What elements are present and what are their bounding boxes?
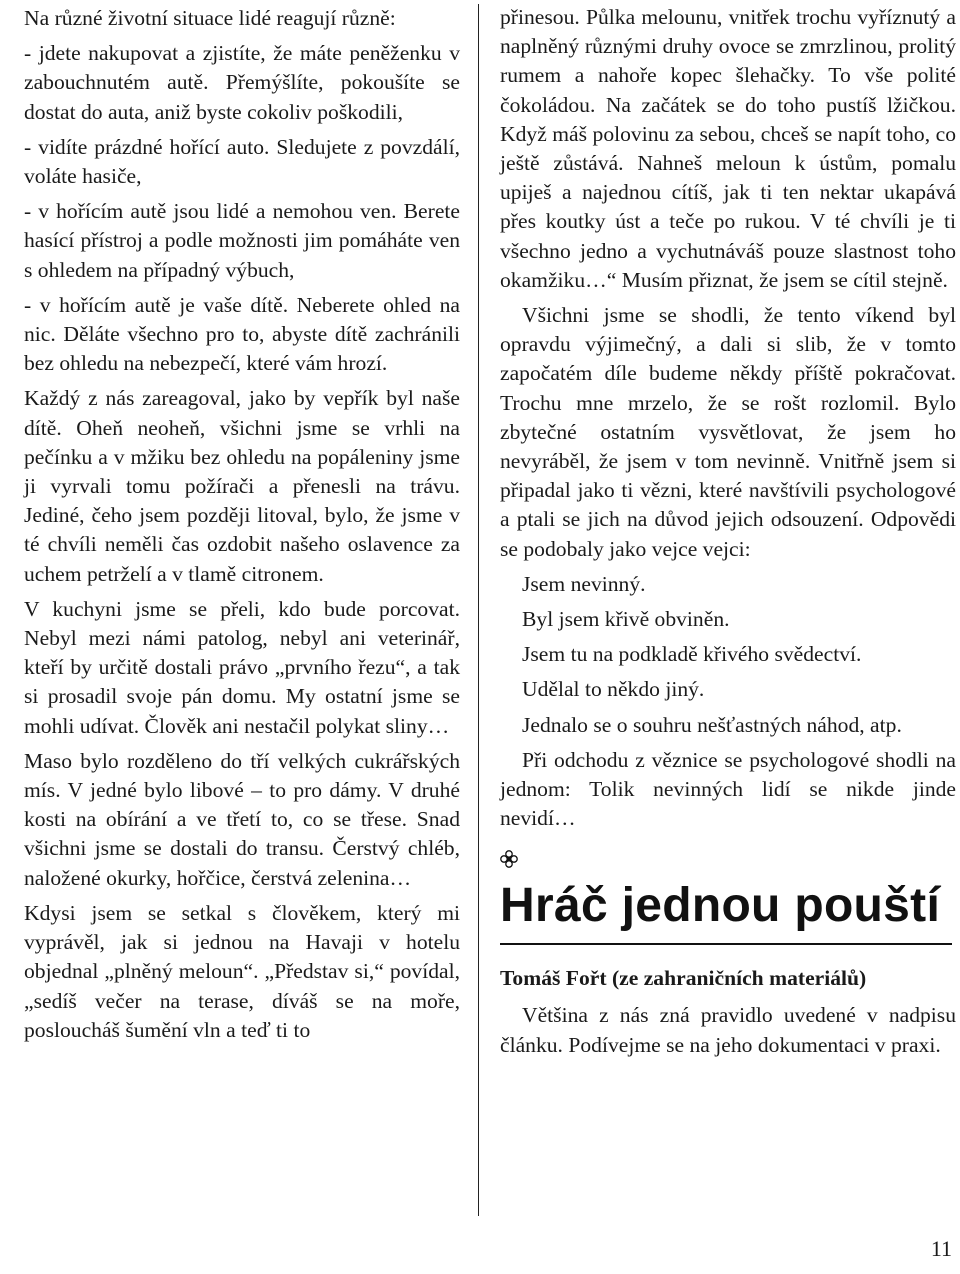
paragraph-situation-3: - v hořícím autě jsou lidé a nemohou ven. Berete hasící přístroj a podle možnosti jim pomáháte ven s ohledem na případný výbuch, <box>24 199 460 282</box>
paragraph-meat: Maso bylo rozděleno do tří velkých cukrářských mís. V jedné bylo libové – to pro dámy. V druhé kosti na obírání a ve třetí to, co se třese. Snad všichni jsme se dostali do transu. Čerstvý chléb, naložené okurky, hořčice, čerstvá zelenina… <box>24 748 460 890</box>
quote-item: Jsem nevinný. <box>522 571 646 596</box>
quote-item: Udělal to někdo jiný. <box>522 677 705 702</box>
paragraph-situation-2: - vidíte prázdné hořící auto. Sledujete z povzdálí, voláte hasiče, <box>24 134 460 189</box>
paragraph-situation-1: - jdete nakupovat a zjistíte, že máte peněženku v zabouchnutém autě. Přemýšlíte, pokoušíte se dostat do auta, aniž byste cokoliv poškodili, <box>24 41 460 124</box>
paragraph-hawaii: Kdysi jsem se setkal s člověkem, který mi vyprávěl, jak si jednou na Havaji v hotelu objednal „plněný meloun“. „Představ si,“ povídal, „sedíš večer na terase, díváš se na moře, posloucháš šumění vln a teď ti to <box>24 900 460 1042</box>
paragraph-piglet: Každý z nás zareagoval, jako by vepřík byl naše dítě. Oheň neoheň, všichni jsme se vrhli na pečínku a v mžiku bez ohledu na popáleniny jsme ji vyrvali tomu požírači a přenesli na trávu. Jediné, čeho jsem později litoval, bylo, že jsme v té chvíli neměli čas ozdobit našeho oslavence za uchem petrželí a v tlamě citronem. <box>24 386 460 586</box>
flower-ornament-icon <box>500 850 518 868</box>
article-title: Hráč jednou pouští <box>500 879 941 933</box>
quote-item: Byl jsem křivě obviněn. <box>522 607 730 632</box>
paragraph-situation-4: - v hořícím autě je vaše dítě. Neberete ohled na nic. Děláte všechno pro to, abyste dítě zachránili bez ohledu na nebezpečí, které vám hrozí. <box>24 292 460 376</box>
quote-item: Jsem tu na podkladě křivého svědectví. <box>522 642 862 667</box>
flower-ornament-icon <box>500 843 956 871</box>
right-column <box>500 0 956 1066</box>
left-column <box>24 0 460 1051</box>
paragraph-weekend: Všichni jsme se shodli, že tento víkend byl opravdu výjimečný, a dali si slib, že v tomto započatém díle budeme někdy příště pokračovat. Trochu mne mrzelo, že se rošt rozlomil. Bylo zbytečné ostatním vysvětlovat, že jsem ho nevyráběl, že jsem v tom nevinně. Vnitřně jsem si připadal jako ti vězni, které navštívili psychologové a ptali se jich na důvod jejich odsouzení. Odpovědi se podobaly jako vejce vejci: <box>500 303 956 561</box>
quote-item-last: Jednalo se o souhru nešťastných náhod, atp. <box>522 712 902 737</box>
paragraph-kitchen: V kuchyni jsme se přeli, kdo bude porcovat. Nebyl mezi námi patolog, nebyl ani veterinář, kteří by určitě dostali právo „prvního řezu“, a tak si prosadil svoje pán domu. My ostatní jsme se mohli udívat. Člověk ani nestačil polykat sliny… <box>24 596 460 738</box>
paragraph-intro: Na různé životní situace lidé reagují různě: <box>24 6 396 30</box>
title-rule <box>500 943 952 945</box>
paragraph-closing: Při odchodu z věznice se psychologové shodli na jednom: Tolik nevinných lidí se nikde jinde nevidí… <box>500 747 956 831</box>
column-divider <box>478 4 479 1216</box>
paragraph-melon: přinesou. Půlka melounu, vnitřek trochu vyříznutý a naplněný různými druhy ovoce se zmrzlinou, prolitý rumem a nahoře kopec šlehačky. To vše polité čokoládou. Na začátek se do toho pustíš lžičkou. Když máš polovinu za sebou, chceš se napít toho, co ještě zůstává. Nahneš meloun k ústům, pomalu upiješ a najednou cítíš, jak ti ten nektar ukapává přes koutky úst a teče po rukou. V té chvíli je ti všechno jedno a vychutnáváš pouze slastnost toho okamžiku…“ Musím přiznat, že jsem se cítil stejně. <box>500 5 956 292</box>
page-number: 11 <box>930 1236 952 1261</box>
article-byline: Tomáš Fořt (ze zahraničních materiálů) <box>500 966 867 991</box>
article-intro: Většina z nás zná pravidlo uvedené v nadpisu článku. Podívejme se na jeho dokumentaci v praxi. <box>500 1003 956 1057</box>
